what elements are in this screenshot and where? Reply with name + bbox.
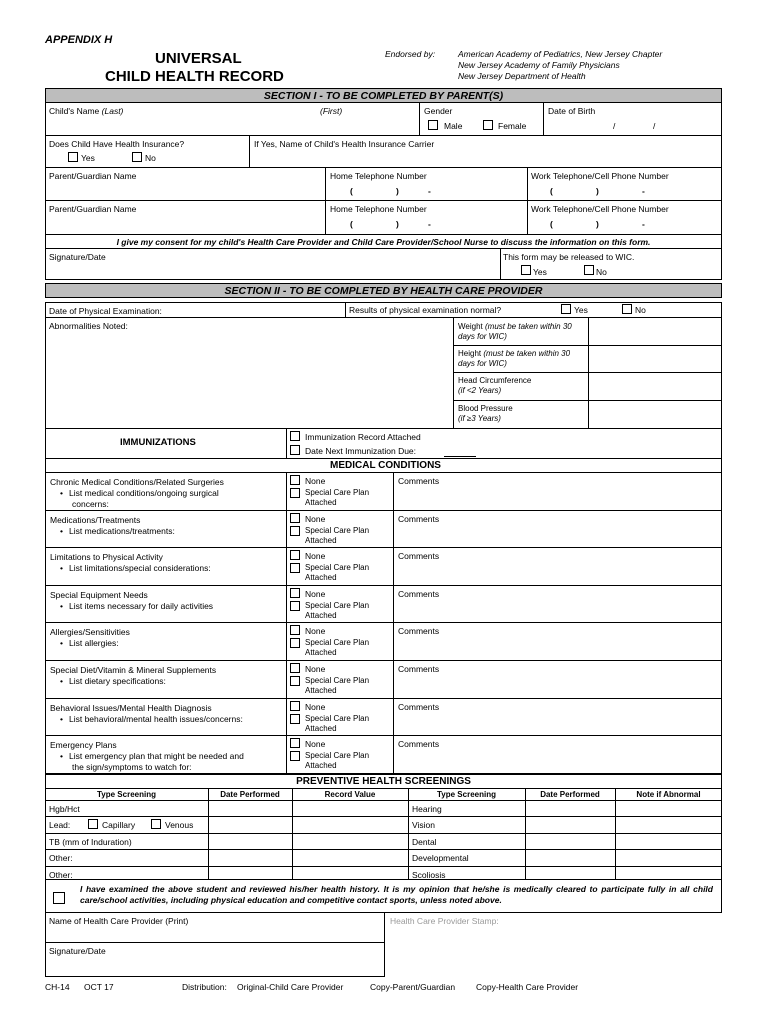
condition-comments-label: Comments: [398, 664, 440, 674]
condition-care-plan-checkbox[interactable]: [290, 638, 300, 648]
exam-normal-no-label: No: [635, 305, 646, 315]
condition-none-label: None: [305, 476, 326, 486]
divider: [453, 345, 722, 346]
condition-care-plan-label: Special Care Plan: [305, 714, 370, 723]
condition-care-plan-checkbox[interactable]: [290, 714, 300, 724]
divider: [543, 102, 544, 136]
work-phone2-paren-r: ): [596, 219, 599, 229]
screening-right-label: Developmental: [412, 853, 469, 863]
insurance-no-label: No: [145, 153, 156, 163]
appendix-label: APPENDIX H: [45, 34, 113, 46]
screening-right-label: Vision: [412, 820, 435, 830]
condition-title: Special Equipment Needs: [50, 590, 148, 600]
provider-name-label: Name of Health Care Provider (Print): [49, 916, 189, 926]
screening-right-label: Dental: [412, 837, 437, 847]
divider: [393, 735, 394, 774]
exam-date-label: Date of Physical Examination:: [49, 306, 162, 316]
condition-care-plan-label: Special Care Plan: [305, 526, 370, 535]
immunization-record-checkbox[interactable]: [290, 431, 300, 441]
condition-comments-label: Comments: [398, 476, 440, 486]
screening-column-header: Date Performed: [540, 790, 600, 799]
home-phone2-dash: -: [428, 219, 431, 229]
insurance-carrier-label: If Yes, Name of Child's Health Insurance Carrier: [254, 139, 435, 149]
insurance-question: Does Child Have Health Insurance?: [49, 139, 185, 149]
divider: [393, 660, 394, 699]
condition-care-plan-label: Special Care Plan: [305, 488, 370, 497]
section1-title: SECTION I - TO BE COMPLETED BY PARENT(S): [45, 88, 722, 103]
divider: [286, 698, 287, 736]
work-phone2-dash: -: [642, 219, 645, 229]
immunizations-heading: IMMUNIZATIONS: [120, 437, 196, 448]
work-phone1-dash: -: [642, 186, 645, 196]
screening-left-label: Other:: [49, 853, 73, 863]
condition-none-checkbox[interactable]: [290, 550, 300, 560]
condition-none-checkbox[interactable]: [290, 588, 300, 598]
gender-male-label: Male: [444, 121, 463, 131]
divider: [249, 135, 250, 168]
condition-care-plan-checkbox[interactable]: [290, 601, 300, 611]
divider: [453, 372, 722, 373]
divider: [393, 547, 394, 586]
condition-none-label: None: [305, 589, 326, 599]
condition-none-label: None: [305, 739, 326, 749]
lead-venous-label: Venous: [165, 820, 194, 830]
condition-bullet: • List limitations/special considerations:: [60, 563, 211, 573]
work-phone1-paren-r: ): [596, 186, 599, 196]
home-phone1-paren-r: ): [396, 186, 399, 196]
divider: [393, 472, 394, 511]
condition-title: Chronic Medical Conditions/Related Surgeries: [50, 477, 224, 487]
first-name-hint: (First): [320, 106, 343, 116]
divider: [286, 428, 287, 459]
abnormalities-block: [45, 317, 722, 429]
divider: [286, 472, 287, 511]
lead-capillary-label: Capillary: [102, 820, 136, 830]
condition-none-label: None: [305, 551, 326, 561]
condition-bullet: • List dietary specifications:: [60, 676, 166, 686]
condition-title: Allergies/Sensitivities: [50, 627, 130, 637]
condition-care-plan-label2: Attached: [305, 686, 337, 695]
divider: [45, 849, 722, 850]
lead-capillary-checkbox[interactable]: [88, 819, 98, 829]
condition-bullet: • List items necessary for daily activities: [60, 601, 213, 611]
home-phone2-paren-r: ): [396, 219, 399, 229]
preventive-heading: PREVENTIVE HEALTH SCREENINGS: [296, 776, 471, 787]
endorser-1: American Academy of Pediatrics, New Jersey Chapter: [458, 49, 663, 59]
bp-text: Blood Pressure: [458, 404, 513, 413]
divider: [500, 248, 501, 280]
weight-text: Weight: [458, 322, 483, 331]
endorsed-by-label: Endorsed by:: [385, 49, 436, 59]
condition-none-label: None: [305, 664, 326, 674]
work-phone1-label: Work Telephone/Cell Phone Number: [531, 171, 669, 181]
form-title-line1: UNIVERSAL: [155, 50, 242, 67]
condition-care-plan-label2: Attached: [305, 536, 337, 545]
condition-comments-label: Comments: [398, 739, 440, 749]
height-label: [458, 349, 584, 369]
wic-yes-checkbox[interactable]: [521, 265, 531, 275]
immunization-next-checkbox[interactable]: [290, 445, 300, 455]
divider: [453, 317, 454, 429]
divider: [45, 866, 722, 867]
condition-care-plan-label: Special Care Plan: [305, 601, 370, 610]
condition-none-checkbox[interactable]: [290, 738, 300, 748]
endorser-3: New Jersey Department of Health: [458, 71, 586, 81]
condition-none-checkbox[interactable]: [290, 625, 300, 635]
condition-bullet: • List behavioral/mental health issues/concerns:: [60, 714, 243, 724]
condition-care-plan-checkbox[interactable]: [290, 563, 300, 573]
blood-pressure-label: [458, 404, 584, 424]
abnormalities-label: Abnormalities Noted:: [49, 321, 128, 331]
condition-bullet: • List allergies:: [60, 638, 119, 648]
exam-normal-yes-label: Yes: [574, 305, 588, 315]
condition-care-plan-label2: Attached: [305, 611, 337, 620]
head-note: (if <2 Years): [458, 386, 502, 395]
condition-comments-label: Comments: [398, 626, 440, 636]
condition-row: [45, 622, 722, 661]
form-code: CH-14: [45, 982, 70, 992]
condition-bullet: • List emergency plan that might be needed and: [60, 751, 244, 761]
divider: [527, 200, 528, 235]
screening-column-header: Record Value: [324, 790, 376, 799]
condition-none-checkbox[interactable]: [290, 513, 300, 523]
screening-right-label: Scoliosis: [412, 870, 446, 880]
condition-care-plan-label: Special Care Plan: [305, 563, 370, 572]
screening-column-header: Note if Abnormal: [636, 790, 701, 799]
condition-title: Behavioral Issues/Mental Health Diagnosis: [50, 703, 212, 713]
distribution-original: Original-Child Care Provider: [237, 982, 344, 992]
condition-title: Emergency Plans: [50, 740, 117, 750]
work-phone1-paren-l: (: [550, 186, 553, 196]
condition-comments-label: Comments: [398, 589, 440, 599]
child-name-label: [49, 106, 123, 116]
insurance-no-checkbox[interactable]: [132, 152, 142, 162]
divider: [393, 510, 394, 548]
screening-left-label: TB (mm of Induration): [49, 837, 132, 847]
home-phone2-paren-l: (: [350, 219, 353, 229]
screening-left-label: Lead:: [49, 820, 71, 830]
height-note: (must be taken within 30 days for WIC): [458, 349, 571, 368]
wic-no-label: No: [596, 267, 607, 277]
divider: [286, 735, 287, 774]
divider: [286, 622, 287, 661]
divider: [286, 660, 287, 699]
screening-left-label: Other:: [49, 870, 73, 880]
insurance-yes-label: Yes: [81, 153, 95, 163]
wic-yes-label: Yes: [533, 267, 547, 277]
condition-comments-label: Comments: [398, 551, 440, 561]
dob-separator-2: /: [653, 121, 656, 131]
home-phone2-label: Home Telephone Number: [330, 204, 427, 214]
condition-none-checkbox[interactable]: [290, 475, 300, 485]
divider: [345, 302, 346, 318]
condition-care-plan-checkbox[interactable]: [290, 526, 300, 536]
distribution-label: Distribution:: [182, 982, 227, 992]
condition-care-plan-checkbox[interactable]: [290, 751, 300, 761]
last-name-hint: (Last): [101, 106, 124, 116]
divider: [45, 800, 722, 801]
screening-right-label: Hearing: [412, 804, 442, 814]
provider-signature-label: Signature/Date: [49, 946, 106, 956]
gender-male-checkbox[interactable]: [428, 120, 438, 130]
endorser-2: New Jersey Academy of Family Physicians: [458, 60, 620, 70]
weight-note: (must be taken within 30 days for WIC): [458, 322, 572, 341]
condition-comments-label: Comments: [398, 514, 440, 524]
endorsers-list: [458, 49, 662, 82]
condition-care-plan-label2: Attached: [305, 573, 337, 582]
gender-label: Gender: [424, 106, 453, 116]
condition-bullet: • List medications/treatments:: [60, 526, 175, 536]
wic-no-checkbox[interactable]: [584, 265, 594, 275]
divider: [286, 547, 287, 586]
gender-female-label: Female: [498, 121, 527, 131]
work-phone2-label: Work Telephone/Cell Phone Number: [531, 204, 669, 214]
form-title-line2: CHILD HEALTH RECORD: [105, 68, 284, 85]
divider: [325, 167, 326, 201]
screening-column-header: Type Screening: [97, 790, 156, 799]
divider: [286, 510, 287, 548]
immunization-date-line: [444, 456, 476, 457]
divider: [393, 585, 394, 623]
screening-column-header: Type Screening: [437, 790, 496, 799]
divider: [393, 622, 394, 661]
condition-care-plan-label2: Attached: [305, 724, 337, 733]
home-phone1-label: Home Telephone Number: [330, 171, 427, 181]
height-text: Height: [458, 349, 482, 358]
divider: [527, 167, 528, 201]
head-text: Head Circumference: [458, 376, 532, 385]
exam-normal-yes-checkbox[interactable]: [561, 304, 571, 314]
immunization-next-label: Date Next Immunization Due:: [305, 446, 417, 456]
insurance-yes-checkbox[interactable]: [68, 152, 78, 162]
guardian2-label: Parent/Guardian Name: [49, 204, 137, 214]
condition-care-plan-checkbox[interactable]: [290, 488, 300, 498]
provider-stamp-label: Health Care Provider Stamp:: [390, 916, 499, 926]
condition-care-plan-label: Special Care Plan: [305, 676, 370, 685]
condition-care-plan-label: Special Care Plan: [305, 751, 370, 760]
exam-normal-label: Results of physical examination normal?: [349, 305, 502, 315]
condition-title: Medications/Treatments: [50, 515, 141, 525]
divider: [453, 400, 722, 401]
section2-title: SECTION II - TO BE COMPLETED BY HEALTH CARE PROVIDER: [45, 283, 722, 298]
gender-female-checkbox[interactable]: [483, 120, 493, 130]
weight-label: [458, 322, 584, 342]
distribution-copy-parent: Copy-Parent/Guardian: [370, 982, 456, 992]
head-circumference-label: [458, 376, 584, 396]
medical-conditions-heading: MEDICAL CONDITIONS: [330, 460, 441, 471]
clearance-checkbox[interactable]: [53, 892, 65, 904]
condition-none-checkbox[interactable]: [290, 663, 300, 673]
bp-note: (if ≥3 Years): [458, 414, 501, 423]
condition-bullet-cont: concerns:: [72, 499, 109, 509]
form-date: OCT 17: [84, 982, 114, 992]
condition-care-plan-label2: Attached: [305, 648, 337, 657]
divider: [45, 833, 722, 834]
condition-title: Limitations to Physical Activity: [50, 552, 163, 562]
dob-label: Date of Birth: [548, 106, 596, 116]
work-phone2-paren-l: (: [550, 219, 553, 229]
clearance-statement: I have examined the above student and reviewed his/her health history. It is my opinion that he/she is medically cleared to participate fully in all child care/school activities, including physical education and competitive contact sports, unless noted above.: [80, 884, 713, 905]
immunization-record-label: Immunization Record Attached: [305, 432, 421, 442]
condition-title: Special Diet/Vitamin & Mineral Supplements: [50, 665, 217, 675]
condition-bullet-cont: the sign/symptoms to watch for:: [72, 762, 192, 772]
condition-none-label: None: [305, 626, 326, 636]
home-phone1-paren-l: (: [350, 186, 353, 196]
wic-release-label: This form may be released to WIC.: [503, 252, 635, 262]
child-name-row: [45, 102, 722, 136]
divider: [393, 698, 394, 736]
guardian1-label: Parent/Guardian Name: [49, 171, 137, 181]
screening-column-header: Date Performed: [220, 790, 280, 799]
lead-venous-checkbox[interactable]: [151, 819, 161, 829]
distribution-copy-provider: Copy-Health Care Provider: [476, 982, 579, 992]
condition-care-plan-label2: Attached: [305, 498, 337, 507]
screening-left-label: Hgb/Hct: [49, 804, 80, 814]
consent-statement: I give my consent for my child's Health Care Provider and Child Care Provider/School Nurse to discuss the information on this form.: [116, 237, 651, 247]
condition-care-plan-checkbox[interactable]: [290, 676, 300, 686]
condition-none-label: None: [305, 514, 326, 524]
dob-separator-1: /: [613, 121, 616, 131]
divider: [325, 200, 326, 235]
parent-signature-label: Signature/Date: [49, 252, 106, 262]
condition-care-plan-label: Special Care Plan: [305, 638, 370, 647]
condition-comments-label: Comments: [398, 702, 440, 712]
child-name-text: Child's Name: [49, 106, 100, 116]
condition-care-plan-label2: Attached: [305, 761, 337, 770]
condition-bullet: • List medical conditions/ongoing surgical: [60, 488, 219, 498]
divider: [588, 317, 589, 429]
divider: [286, 585, 287, 623]
divider: [45, 816, 722, 817]
divider: [419, 102, 420, 136]
condition-none-label: None: [305, 702, 326, 712]
condition-none-checkbox[interactable]: [290, 701, 300, 711]
exam-normal-no-checkbox[interactable]: [622, 304, 632, 314]
home-phone1-dash: -: [428, 186, 431, 196]
